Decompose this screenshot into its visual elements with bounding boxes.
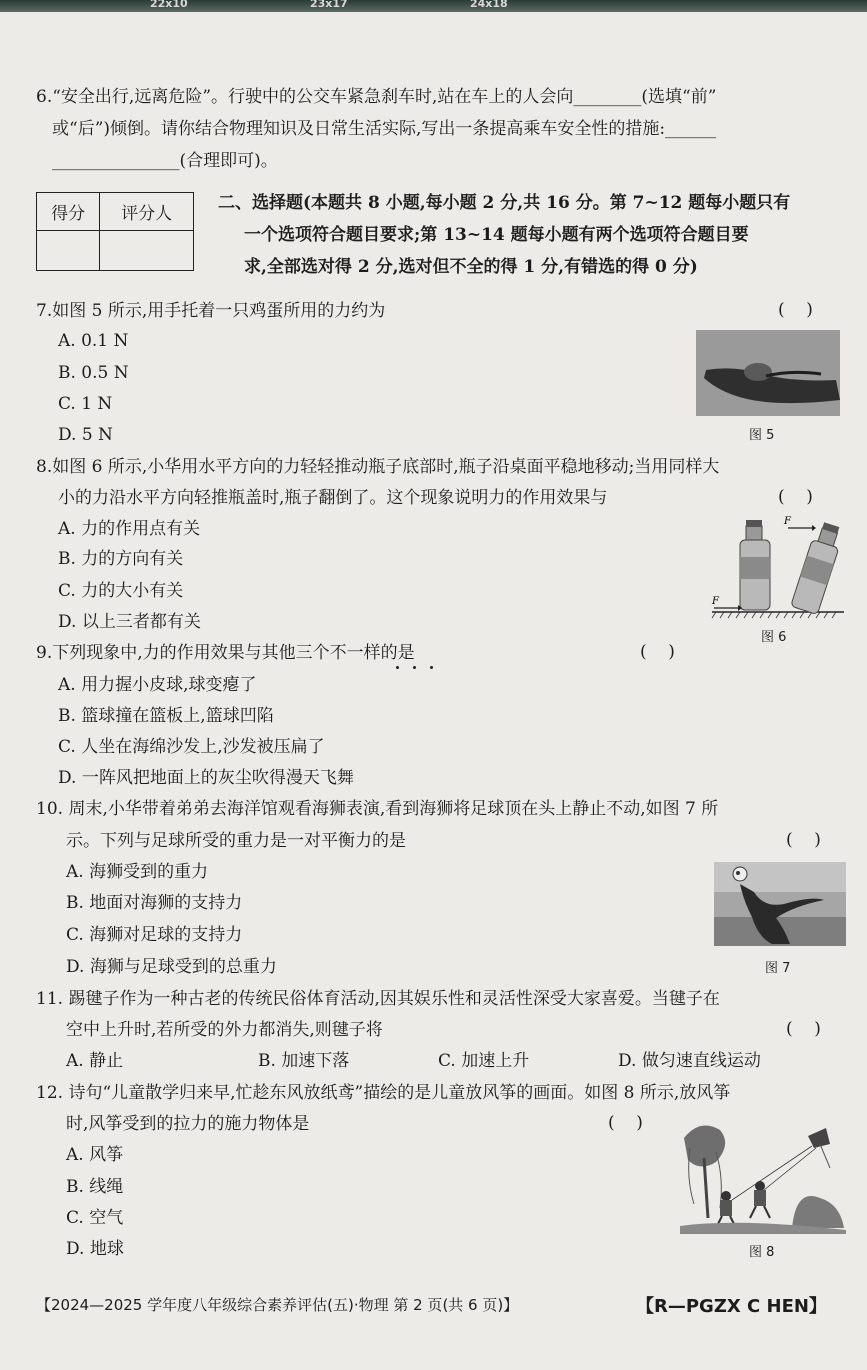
- q8-option-c: C. 力的大小有关: [58, 581, 184, 601]
- q9-option-c: C. 人坐在海绵沙发上,沙发被压扁了: [58, 737, 325, 757]
- q11-answer-paren[interactable]: ( ): [786, 1019, 821, 1039]
- q10-answer-paren[interactable]: ( ): [786, 830, 821, 850]
- q12-answer-paren[interactable]: ( ): [608, 1113, 643, 1133]
- grader-header: 评分人: [100, 193, 194, 231]
- q6-line2: 或“后”)倾倒。请你结合物理知识及日常生活实际,写出一条提高乘车安全性的措施:______: [52, 119, 717, 139]
- q9-option-a: A. 用力握小皮球,球变瘪了: [58, 675, 257, 695]
- strip-label: 22x10: [150, 0, 188, 10]
- q10-line1: 10. 周末,小华带着弟弟去海洋馆观看海狮表演,看到海狮将足球顶在头上静止不动,如图 7 所: [36, 799, 719, 819]
- q6-line1: 6.“安全出行,远离危险”。行驶中的公交车紧急刹车时,站在车上的人会向________(选填“前”: [36, 87, 717, 107]
- figure8-caption: 图 8: [749, 1245, 775, 1260]
- section2-line1: 二、选择题(本题共 8 小题,每小题 2 分,共 16 分。第 7~12 题每小题只有: [218, 193, 791, 213]
- q8-option-b: B. 力的方向有关: [58, 549, 184, 569]
- figure5-hand-egg: [696, 330, 840, 416]
- q7-option-b: B. 0.5 N: [58, 363, 129, 383]
- emphasis-dot: [396, 666, 399, 669]
- q7-answer-paren[interactable]: ( ): [778, 300, 813, 320]
- figure6-bottles: [708, 512, 848, 622]
- q7-stem: 7.如图 5 所示,用手托着一只鸡蛋所用的力约为: [36, 301, 386, 321]
- score-table: [36, 192, 194, 271]
- q8-option-a: A. 力的作用点有关: [58, 519, 201, 539]
- strip-label: 24x18: [470, 0, 508, 10]
- score-cell[interactable]: [37, 231, 100, 271]
- figure7-sea-lion: [714, 862, 846, 946]
- top-edge-strip: [0, 0, 867, 12]
- q12-option-a: A. 风筝: [66, 1145, 124, 1165]
- section2-line3: 求,全部选对得 2 分,选对但不全的得 1 分,有错选的得 0 分): [244, 257, 698, 277]
- q12-option-b: B. 线绳: [66, 1177, 124, 1197]
- grader-cell[interactable]: [100, 231, 194, 271]
- q10-option-b: B. 地面对海狮的支持力: [66, 893, 243, 913]
- q11-option-d: D. 做匀速直线运动: [618, 1051, 761, 1071]
- figure8-kite-flying: [680, 1118, 846, 1234]
- force-label-top: F: [784, 516, 791, 527]
- strip-label: 23x17: [310, 0, 348, 10]
- q9-stem: 9.下列现象中,力的作用效果与其他三个不一样的是: [36, 643, 415, 663]
- q10-option-a: A. 海狮受到的重力: [66, 862, 209, 882]
- q7-option-d: D. 5 N: [58, 425, 113, 445]
- q7-option-c: C. 1 N: [58, 394, 113, 414]
- q12-line2: 时,风筝受到的拉力的施力物体是: [66, 1114, 310, 1134]
- q8-answer-paren[interactable]: ( ): [778, 487, 813, 507]
- q12-option-d: D. 地球: [66, 1239, 124, 1259]
- q8-line2: 小的力沿水平方向轻推瓶盖时,瓶子翻倒了。这个现象说明力的作用效果与: [58, 488, 608, 508]
- q10-line2: 示。下列与足球所受的重力是一对平衡力的是: [66, 831, 406, 851]
- section2-line2: 一个选项符合题目要求;第 13~14 题每小题有两个选项符合题目要: [244, 225, 749, 245]
- force-label-bottom: F: [712, 596, 719, 607]
- figure6-caption: 图 6: [761, 630, 787, 645]
- q10-option-d: D. 海狮与足球受到的总重力: [66, 957, 277, 977]
- q9-answer-paren[interactable]: ( ): [640, 642, 675, 662]
- score-header: 得分: [37, 193, 100, 231]
- q12-line1: 12. 诗句“儿童散学归来早,忙趁东风放纸鸢”描绘的是儿童放风筝的画面。如图 8 所示,放风筝: [36, 1083, 731, 1103]
- q8-option-d: D. 以上三者都有关: [58, 612, 201, 632]
- q11-line2: 空中上升时,若所受的外力都消失,则毽子将: [66, 1020, 383, 1040]
- q8-line1: 8.如图 6 所示,小华用水平方向的力轻轻推动瓶子底部时,瓶子沿桌面平稳地移动;当用同样大: [36, 457, 720, 477]
- page-footer-info: 【2024—2025 学年度八年级综合素养评估(五)·物理 第 2 页(共 6 页)】: [36, 1296, 519, 1314]
- q11-line1: 11. 踢毽子作为一种古老的传统民俗体育活动,因其娱乐性和灵活性深受大家喜爱。当毽子在: [36, 989, 720, 1009]
- q6-line3: _______________(合理即可)。: [52, 151, 278, 171]
- q11-option-b: B. 加速下落: [258, 1051, 350, 1071]
- q12-option-c: C. 空气: [66, 1208, 124, 1228]
- q9-option-b: B. 篮球撞在篮板上,篮球凹陷: [58, 706, 274, 726]
- page-footer-code: 【R—PGZX C HEN】: [636, 1296, 827, 1317]
- figure5-caption: 图 5: [749, 428, 775, 443]
- q10-option-c: C. 海狮对足球的支持力: [66, 925, 243, 945]
- emphasis-dot: [413, 666, 416, 669]
- q11-option-a: A. 静止: [66, 1051, 124, 1071]
- q11-option-c: C. 加速上升: [438, 1051, 530, 1071]
- emphasis-dot: [430, 666, 433, 669]
- figure7-caption: 图 7: [765, 961, 791, 976]
- q9-option-d: D. 一阵风把地面上的灰尘吹得漫天飞舞: [58, 768, 354, 788]
- q7-option-a: A. 0.1 N: [58, 331, 129, 351]
